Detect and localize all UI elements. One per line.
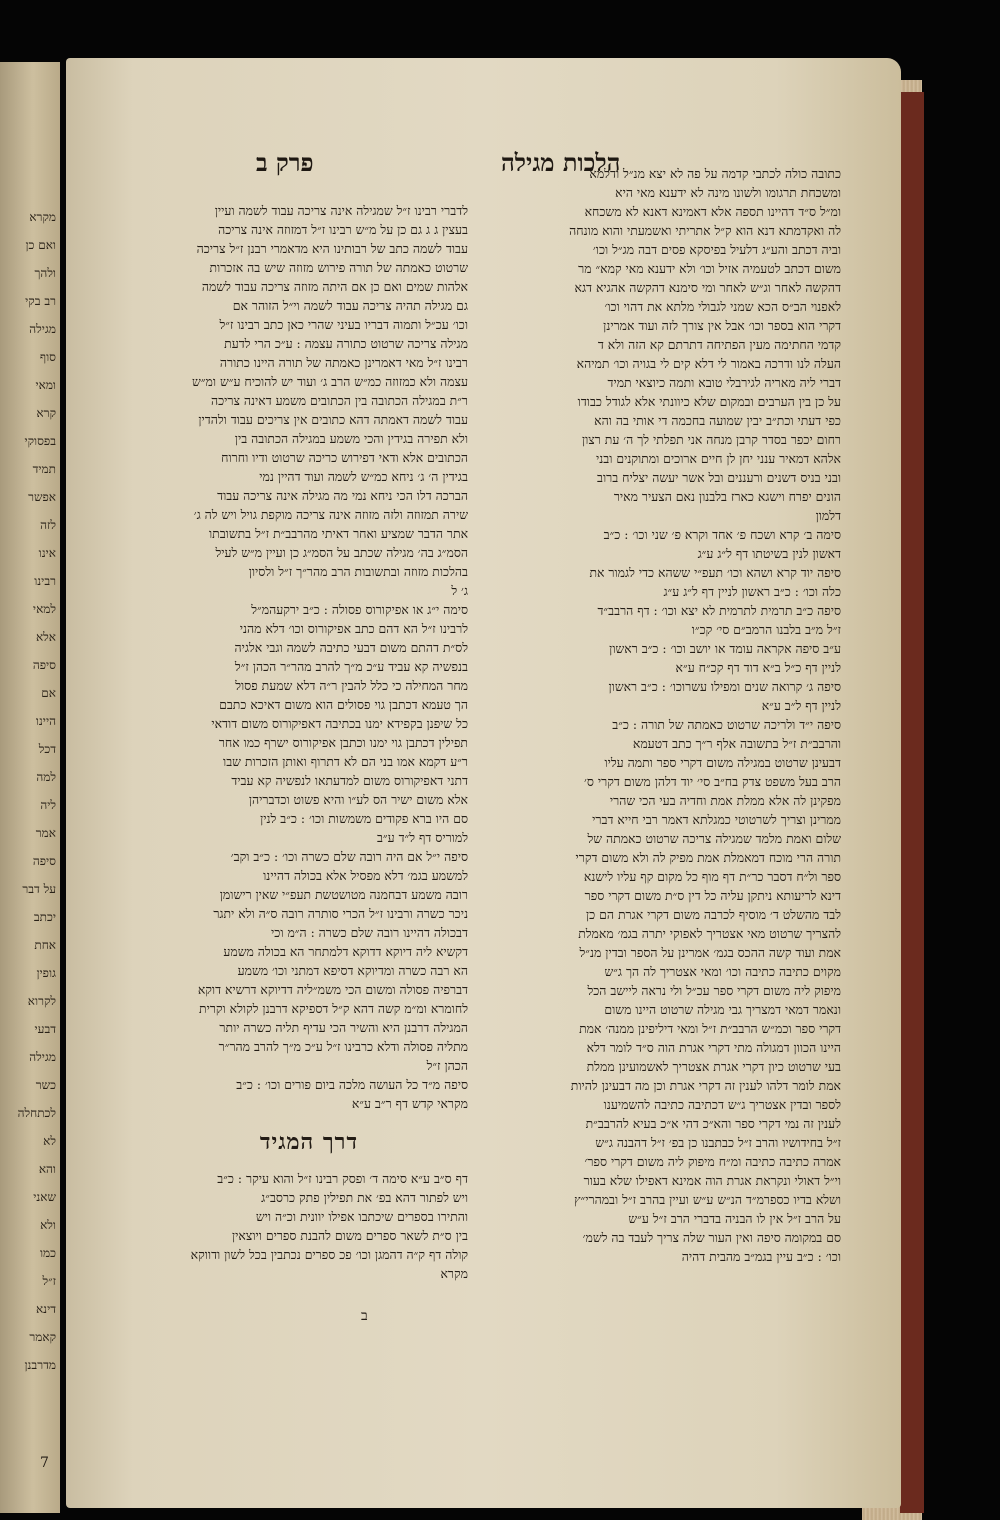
left-page-word: אינו bbox=[38, 546, 56, 560]
text-line: ר״ע דקמא אמו בני הם לא דתרוף ואותן הזכרות שבו bbox=[223, 754, 468, 769]
text-line: משום דכתב לטעמיה אזיל וכו׳ ולא ידענא מאי קמא״ מר bbox=[578, 261, 841, 276]
text-line: דקרי הוא בספר וכו׳ אבל אין צורך לזה ועוד אמרינן bbox=[603, 318, 841, 333]
left-page-word: מגילה bbox=[29, 1050, 56, 1064]
text-line: לה ואקדמתא דנא הוא ק״ל אתריתי ואשמעתי והוא מונחה bbox=[569, 223, 841, 238]
text-line: סיפה יוד קרא ושהא וכו׳ תעפ״י ששהא כדי לגמור את bbox=[589, 565, 841, 580]
left-page-word: כמו bbox=[39, 1246, 56, 1260]
text-line: ספר ול״ח דסבר כר״ת דף מוף כל מקום קף עליו לישנא bbox=[583, 869, 841, 884]
text-line: מגילה צריכה שרטוט כתורה עצמה : ע״כ הרי לדעת bbox=[224, 336, 468, 351]
left-page-word: מגילה bbox=[29, 322, 56, 336]
section-title: דרך המגיד bbox=[259, 1129, 359, 1155]
text-line: הברכה דלו הכי ניחא נמי מה מגילה אינה צריכה עבוד bbox=[217, 488, 468, 503]
text-line: ניכר כשרה ורבינו ז״ל הכרי סותרה רובה ס״ה ולא יתגר bbox=[213, 906, 468, 921]
text-line: הכתובים אלא ודאי דפירוש כריכה שרטוט ודיו וחרוח bbox=[221, 450, 468, 465]
text-line: מחר המחילה כי כלל להבין ר״ה דלא שמעת פסול bbox=[235, 678, 468, 693]
text-line: לבד מהשלט ד׳ מוסיף לכרבה משום דקרי אגרת הם כן bbox=[586, 907, 841, 922]
text-line: סיפה י״ד ולריכה שרטוט כאמתה של תורה : כ״ב bbox=[612, 717, 841, 732]
text-line: תורה הרי מוכח דמאמלת אמת מפיק לה ולא משום דקרי bbox=[575, 850, 841, 865]
text-line: לניין דף ל״ב ע״א bbox=[761, 698, 841, 713]
text-line: כל שיפנן בקפידא ימנו בכתיבה דאפיקורוס משום דודאי bbox=[211, 716, 468, 731]
left-page-word: רב בקי bbox=[25, 294, 56, 308]
left-page-word: מקרא bbox=[29, 210, 56, 224]
text-line: אמרה כתיבה כתיבה ומ״ח מיפוק ליה משום דקרי ספר׳ bbox=[584, 1154, 841, 1169]
text-line: ז״ל בחידושיו והרב ז״ל כבתבנו כן בפ׳ ז״ל דהבנה ג״ש bbox=[595, 1135, 841, 1150]
left-page-word: ומאי bbox=[35, 378, 56, 392]
text-line: בין ס״ת לשאר ספרים משום להבנת ספרים ויוצאין bbox=[232, 1228, 468, 1243]
left-page-word: סיפה bbox=[32, 658, 56, 672]
right-column bbox=[471, 164, 841, 1266]
text-line: דינא לריעותא ניתקן עליה כל דין ס״ת משום דקרי ספר bbox=[584, 888, 841, 903]
text-line: מיפוק ליה משום דקרי ספר עכ״ל ולי נראה ליישב הכל bbox=[587, 983, 841, 998]
left-page-word: סיפה bbox=[32, 854, 56, 868]
text-line: כלה וכו׳ : כ״ב ראשון לניין דף ל״ג ע״ג bbox=[663, 584, 841, 599]
text-line: לס״ת דהתם משום דבעי כתיבה לשמה וגבי אלגיה bbox=[234, 640, 468, 655]
text-line: וי״ל דאולי ונקראת אגרת הוה אמינא דאפילו שלא בעור bbox=[583, 1173, 841, 1188]
text-line: רובה משמע דבחמנה מטושטשת תעפ״י שאין רישומן bbox=[219, 887, 468, 902]
text-line: סיפה מ״ד כל העושה מלכה ביום פורים וכו׳ : כ״ב bbox=[236, 1077, 468, 1092]
left-column bbox=[150, 201, 468, 1283]
left-page-word: דכל bbox=[38, 742, 56, 756]
text-line: דף ס״ב ע״א סימה ד׳ ופסק רבינו ז״ל והוא עיקר : כ״ב bbox=[217, 1171, 468, 1186]
left-page-word: לכתחלה bbox=[17, 1106, 56, 1120]
text-line: סיפה ג׳ קרואה שנים ומפילו עשרוכו׳ : כ״ב ראשון bbox=[608, 679, 841, 694]
text-line: ובני בניס דשנים ורעננים ובל אשר יעשה יצליח ברוב bbox=[597, 470, 841, 485]
left-column-commentary bbox=[150, 201, 468, 1113]
left-page-word: אלא bbox=[35, 630, 56, 644]
left-page-word: סוף bbox=[39, 350, 56, 364]
left-column-continuation bbox=[150, 1169, 468, 1283]
left-page-word: בפסוקי bbox=[24, 434, 56, 448]
text-line: דבעינן שרטוט במגילה משום דקרי ספר ותמה עליו bbox=[604, 755, 841, 770]
text-line: דהקשה לאחר וג״ש לאחר ומי סימנא דהקשה אהגיא דגא bbox=[574, 280, 841, 295]
text-line: לדברי רבינו ז״ל שמגילה אינה צריכה עבוד לשמה ועיין bbox=[214, 203, 468, 218]
left-page-word: לא bbox=[43, 1134, 56, 1148]
text-line: לאפנוי הב״ס הכא שמני לגבולי מלתא את דהוי וכו׳ bbox=[604, 299, 841, 314]
text-line: סימה ב׳ קרא ושכח פ׳ אחד וקרא פ׳ שני וכו׳ : כ״ב bbox=[603, 527, 841, 542]
text-line: ע״ב סיפה אקראה עומד או יושב וכו׳ : כ״ב ראשון bbox=[609, 641, 841, 656]
text-line: ושלא בדיו כספרמ״ד הנ״ש ע״ש ועיין בהרב ז״ל ובמהרי״ץ bbox=[574, 1192, 841, 1207]
left-page-corner-mark: 7 bbox=[40, 1455, 49, 1471]
left-page-word: ולהך bbox=[34, 266, 56, 280]
left-page-word: קרא bbox=[36, 406, 56, 420]
left-page-word: אמר bbox=[35, 826, 56, 840]
text-line: לענין זה נמי דקרי ספר והא״כ דהי א״כ בעיא להרבב״ת bbox=[585, 1116, 841, 1131]
text-line: בעצין ג ג גם כן על מ״ש רבינו ז״ל דמזוזה אינה צריכה bbox=[218, 222, 468, 237]
left-page-word: לזה bbox=[40, 518, 56, 532]
text-line: רבינו ז״ל מאי דאמרינן כאמתה של תורה היינו כתורה bbox=[219, 355, 468, 370]
text-line: והרבב״ת ז״ל בתשובה אלף ר״ך כתב דטעמא bbox=[632, 736, 841, 751]
left-page-word: דינא bbox=[35, 1302, 56, 1316]
text-line: אתר הדבר שמציע ואחר דאיתי מהרבב״ת ז״ל בתשובתו bbox=[208, 526, 468, 541]
text-line: בעי שרטוט כיון דקרי אגרת אצטריך לאשמועינן ממלת bbox=[586, 1059, 841, 1074]
text-line: סימה י״ג או אפיקורוס פסולה : כ״ב ירקעהמ״ל bbox=[251, 602, 468, 617]
text-line: הונים יפרח וישגא כארז בלבנון נאם הצעיר מאיר bbox=[613, 489, 841, 504]
text-line: שרטוט כאמתה של תורה פירוש מזוזה שיש בה אזכרות bbox=[209, 260, 468, 275]
left-page-word: לקרוא bbox=[27, 994, 56, 1008]
text-line: המגילה דרבנן היא והשיר הכי עדיף תליה כשרה יותר bbox=[219, 1020, 468, 1035]
right-page bbox=[66, 58, 901, 1508]
text-line: אמת ועוד קשה ההכס בגמ׳ אמרינן על הספר ובדין מנ״ל bbox=[579, 945, 841, 960]
text-line: וכו׳ : כ״ב עיין בגמ״ב מהבית דהיה bbox=[681, 1249, 841, 1264]
left-page-word: היינו bbox=[35, 714, 56, 728]
text-line: ומשכחת תרגומו ולשונו מינה לא ידענא מאי היא bbox=[615, 185, 841, 200]
text-line: ונאמר דמאי דמצריך גבי מגילה שרטוט היינו משום bbox=[604, 1002, 841, 1017]
text-line: לספר ובדין אצטריך ג״ש דכתיבה כתיבה להשמיענו bbox=[603, 1097, 841, 1112]
text-line: דברי ליה מאריה לגירבלי טובא ותמה כיוצאי תמיד bbox=[607, 375, 841, 390]
text-line: לניין דף כ״ל ב״א דוד דף קכ״ח ע״א bbox=[675, 660, 841, 675]
text-line: ז״ל מ״ב בלבנו הרמב״ם סי׳ קכ״ו bbox=[691, 622, 841, 637]
text-line: למשמע בגמ׳ דלא מפסיל אלא בכולה דהיינו bbox=[263, 868, 468, 883]
text-line: דבכולה דהיינו רובה שלם כשרה : ה״מ וכי bbox=[271, 925, 468, 940]
text-line: סיפה כ״ב תרמית לתרמית לא יצא וכו׳ : דף הרבב״ד bbox=[597, 603, 841, 618]
text-line: בנפשיה קא עביד ע״כ מ״ך להרב מהר״ר הכהן ז״ל bbox=[234, 659, 468, 674]
text-line: שירה תמזוזה ולזה מזוזה אינה צריכה מוקפת גויל ויש לה ג׳ bbox=[193, 507, 468, 522]
text-line: עבוד לשמה דאמתה דהא כתובים אין צריכים עבוד ולהדין bbox=[198, 412, 468, 427]
text-line: וביה דכתב והע״ג דלעיל בפיסקא פסים דבה מג״ל וכו׳ bbox=[592, 242, 841, 257]
left-page-word: והא bbox=[38, 1162, 56, 1176]
text-line: לרבינו ז״ל הא דהם כתב אפיקורוס וכו׳ דלא מהני bbox=[239, 621, 468, 636]
left-page-word: ליה bbox=[40, 798, 56, 812]
left-page-word: למה bbox=[36, 770, 56, 784]
text-line: כפי דעתי וכת״ב יבין שמועה בחכמה די אותי בה והא bbox=[594, 413, 841, 428]
left-page-word: למאי bbox=[32, 602, 56, 616]
running-header-left: פרק ב bbox=[256, 148, 314, 177]
text-line: מקוים כתיבה כתיבה וכו׳ ומאי אצטריך לה הך ג״ש bbox=[604, 964, 841, 979]
text-line: העלה לנו ודרכה באמור לי דלא קים לי בגויה וכו׳ תמיהא bbox=[576, 356, 841, 371]
text-line: הכהן ז״ל bbox=[426, 1058, 468, 1073]
text-line: דאשון לנין בשיטתו דף ל״ג ע״ג bbox=[697, 546, 841, 561]
text-line: בהלכות מזוזה ובתשובות הרב מהר״ך ז״ל ולסיון bbox=[248, 564, 468, 579]
left-page-fragment bbox=[0, 62, 60, 1513]
text-line: להצריך שרטוט מאי אצטריך לאפוקי יתרה בגמ׳ מאמלת bbox=[578, 926, 841, 941]
text-line: ומ״ל ס״ד דהיינו תספה אלא דאמינא דאנא לא משכחא bbox=[584, 204, 841, 219]
text-line: וכו׳ עכ״ל ותמוה דבריו בעיני שהרי כאן כתב רבינו ז״ל bbox=[219, 317, 468, 332]
left-page-word: אחת bbox=[34, 938, 56, 952]
text-line: תפילין דכתבן גוי ימנו וכתבן אפיקורוס ישרף כמו אחר bbox=[218, 735, 468, 750]
text-line: למוריס דף ל״ד ע״ב bbox=[376, 830, 468, 845]
text-line: אלהא דמאיר ענני יחן לן חיים ארוכים ומתוקנים ובני bbox=[596, 451, 841, 466]
text-line: שלום ואמת מלמד שמגילה צריכה שרטוט כאמתה של bbox=[587, 831, 841, 846]
text-line: ולא תפירה בגידין והכי משמע במגילה הכתובה בין bbox=[234, 431, 468, 446]
text-line: ג׳ ל bbox=[451, 583, 468, 598]
text-line: היינו הכוון דמגולה מתי דקרי אגרת הוה ס״ד לומר דלא bbox=[586, 1040, 841, 1055]
text-line: מתליה פסולה ודלא כרבינו ז״ל ע״כ מ״ך להרב מהר״ר bbox=[218, 1039, 468, 1054]
text-line: הא רבה כשרה ומדיוקא דסיפא דמתני וכו׳ משמע bbox=[237, 963, 468, 978]
text-line: הרב בעל משפט צדק בח״ב סי׳ יוד דלהן משום דקרי ס׳ bbox=[584, 774, 841, 789]
left-page-word: קאמר bbox=[29, 1330, 56, 1344]
left-page-word: ואם כן bbox=[25, 238, 56, 252]
text-line: סם היו ברא פקודים משמשות וכו׳ : כ״ב לנין bbox=[260, 811, 468, 826]
left-page-word: גופין bbox=[36, 966, 56, 980]
text-line: דתני דאפיקורוס משום למדעתאו לנפשיה קא עביד bbox=[231, 773, 468, 788]
left-page-word: דבעי bbox=[34, 1022, 56, 1036]
running-header-right: הלכות מגילה bbox=[501, 148, 621, 177]
text-line: עבוד לשמה כתב של רבותינו היא מדאמרי רבנן ז״ל צריכה bbox=[196, 241, 468, 256]
text-line: דברפיה פסולה ומשום הכי משמ״ליה דדיוקא דרשיא דוקא bbox=[197, 982, 468, 997]
left-page-word: שאני bbox=[33, 1190, 56, 1204]
text-line: ויש לפתור דהא בפ׳ את תפילין פתק כרסב״ג bbox=[261, 1190, 468, 1205]
text-line: מקראי קדש דף ר״ב ע״א bbox=[351, 1096, 468, 1111]
left-page-word: על דבר bbox=[22, 882, 56, 896]
text-line: בגידין ה׳ ג׳ ניחא כמ״ש לשמה ועוד דהיין נמי bbox=[259, 469, 468, 484]
left-page-word: יכתב bbox=[33, 910, 56, 924]
text-line: כתובה כולה לכתבי קדמה על פה לא יצא מנ״ל ודלמא bbox=[589, 166, 841, 181]
printer-signature: ב bbox=[361, 1308, 368, 1324]
text-line: אלהות שמים ואם כן אם היתה מזוזה צריכה עבוד לשמה bbox=[201, 279, 468, 294]
left-page-word: ולא bbox=[40, 1218, 56, 1232]
text-line: גם מגילה תהיה צריכה עבוד לשמה וי״ל הזוהר אם bbox=[232, 298, 468, 313]
text-line: דקרי ספר וכמ״ש הרבב״ת ז״ל ומאי דיליפינן ממנה׳ אמת bbox=[579, 1021, 841, 1036]
text-line: דלמון bbox=[815, 508, 841, 523]
left-page-word: אם bbox=[41, 686, 56, 700]
text-line: עצמה ולא כמזוזה כמ״ש הרב ג׳ ועוד יש להוכיח ע״ש ומ״ש bbox=[192, 374, 468, 389]
text-line: דקשיא ליה דיוקא דדוקא דלמתחר הא בכולה משמע bbox=[223, 944, 468, 959]
text-line: קדמי החתימה מעין הפתיחה דתרתם קא הזה ולא ד bbox=[597, 337, 841, 352]
text-line: אלא משום ישיר הס לע״ו והיא פשוט וכדבריהן bbox=[248, 792, 468, 807]
text-line: מקרא bbox=[440, 1266, 468, 1281]
text-line: על הרב ז״ל אין לו הבניה בדברי הרב ז״ל ע״ש bbox=[628, 1211, 841, 1226]
text-line: קולה דף ק״ה דהמגן וכו׳ פכ ספרים נכתבין בכל לשון ודווקא bbox=[190, 1247, 468, 1262]
text-line: ר״ת במגילה הכתובה בין הכתובים משמע דאינה צריכה bbox=[210, 393, 468, 408]
book-binding bbox=[900, 92, 924, 1513]
text-line: סם במקומה סיפה ואין העור שלה צריך לעבד בה לשמ׳ bbox=[582, 1230, 841, 1245]
left-page-word: תמיד bbox=[32, 462, 56, 476]
left-page-word: ז״ל bbox=[42, 1274, 56, 1288]
text-line: ממרינן וצריך לשרטוטי כמגלתא דאמר רבי חייא דברי bbox=[592, 812, 841, 827]
left-page-word: כשר bbox=[35, 1078, 56, 1092]
text-line: הסמ״ג בה׳ מגילה שכתב על הסמ״ג כן ועיין מ״ש לעיל bbox=[215, 545, 468, 560]
text-line: מפקינן לה אלא ממלת אמת וחדיה בעי הכי שהרי bbox=[609, 793, 841, 808]
left-page-word: רבינו bbox=[34, 574, 56, 588]
text-line: אמת לומר דלהו לענין זה דקרי אגרת וכן מה דבעינן להיות bbox=[570, 1078, 841, 1093]
text-line: רחום יכפר בסדר קרבן מנחה אני תפלתי לך ה׳ עת רצון bbox=[581, 432, 841, 447]
text-line: סיפה י״ל אם היה רובה שלם כשרה וכו׳ : כ״ב וקב׳ bbox=[230, 849, 468, 864]
left-page-word: אפשר bbox=[28, 490, 56, 504]
text-line: הך טעמא דכתבן גוי פסולים הוא משום דאיכא כתבם bbox=[219, 697, 468, 712]
text-line: והתירו בספרים שיכתבו אפילו יוונית וכ״ה ויש bbox=[255, 1209, 468, 1224]
text-line: לחומרא ומ״מ קשה דהא ק״ל דספיקא דרבנן לקולא וקרית bbox=[199, 1001, 468, 1016]
text-line: על כן בין הערבים ובמקום שלא כיוונתי אלא לגודל כבודו bbox=[577, 394, 841, 409]
left-page-word: מדרבנן bbox=[24, 1358, 56, 1372]
